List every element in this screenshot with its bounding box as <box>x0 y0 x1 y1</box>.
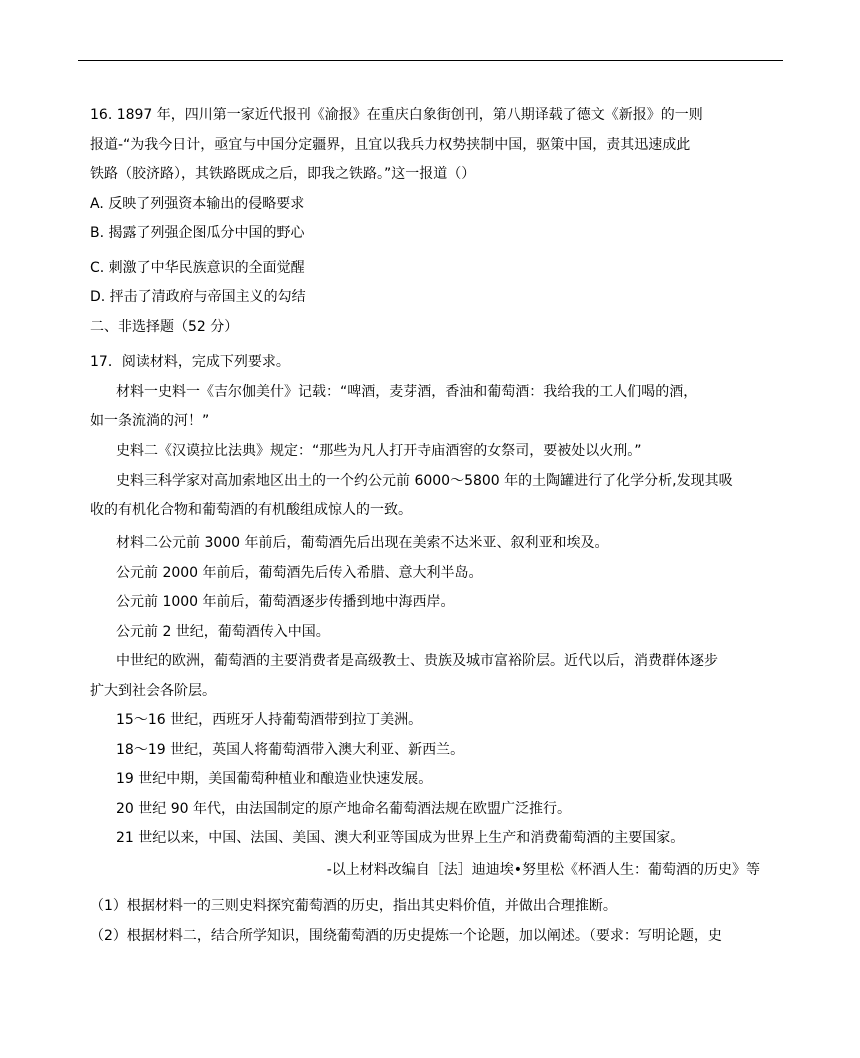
q17-task-1: （1）根据材料一的三则史料探究葡萄酒的历史，指出其史料价值，并做出合理推断。 <box>90 898 617 914</box>
q16-option-c: C. 刺激了中华民族意识的全面觉醒 <box>90 260 305 276</box>
material1-source3-line-2: 收的有机化合物和葡萄酒的有机酸组成惊人的一致。 <box>90 502 412 518</box>
q17-task-2: （2）根据材料二，结合所学知识，围绕葡萄酒的历史提炼一个论题，加以阐述。（要求：写明论题，史 <box>90 928 722 944</box>
material1-source1-line-1: 材料一史料一《吉尔伽美什》记载：“啤酒，麦芽酒，香油和葡萄酒：我给我的工人们喝的酒， <box>116 384 698 400</box>
material1-source1-line-2: 如一条流淌的河！” <box>90 413 210 429</box>
q17-intro: 17．阅读材料，完成下列要求。 <box>90 354 290 370</box>
material2-line-10: 21 世纪以来，中国、法国、美国、澳大利亚等国成为世界上生产和消费葡萄酒的主要国家。 <box>116 830 685 846</box>
material2-line-7: 18～19 世纪，英国人将葡萄酒带入澳大利亚、新西兰。 <box>116 742 465 758</box>
material-source-citation: -以上材料改编自［法］迪迪埃•努里松《杯酒人生：葡萄酒的历史》等 <box>326 862 760 878</box>
material2-line-6: 15～16 世纪，西班牙人持葡萄酒带到拉丁美洲。 <box>116 712 423 728</box>
material2-line-4: 公元前 2 世纪，葡萄酒传入中国。 <box>116 624 330 640</box>
material1-source3-line-1: 史料三科学家对高加索地区出土的一个约公元前 6000～5800 年的土陶罐进行了化学分析,发现其吸 <box>116 473 733 489</box>
q16-option-d: D. 抨击了清政府与帝国主义的勾结 <box>90 289 306 305</box>
material2-line-5a: 中世纪的欧洲，葡萄酒的主要消费者是高级教士、贵族及城市富裕阶层。近代以后，消费群体逐步 <box>116 653 718 669</box>
material2-line-2: 公元前 2000 年前后，葡萄酒先后传入希腊、意大利半岛。 <box>116 565 483 581</box>
q16-option-a: A. 反映了列强资本输出的侵略要求 <box>90 196 305 212</box>
q16-stem-line-3: 铁路（胶济路），其铁路既成之后，即我之铁路。”这一报道（） <box>90 166 476 182</box>
material1-source2: 史料二《汉谟拉比法典》规定：“那些为凡人打开寺庙酒窖的女祭司，要被处以火刑。” <box>116 443 642 459</box>
section-heading: 二、非选择题（52 分） <box>90 319 239 335</box>
material2-line-1: 材料二公元前 3000 年前后，葡萄酒先后出现在美索不达米亚、叙利亚和埃及。 <box>116 535 609 551</box>
material2-line-3: 公元前 1000 年前后，葡萄酒逐步传播到地中海西岸。 <box>116 594 455 610</box>
q16-option-b: B. 揭露了列强企图瓜分中国的野心 <box>90 225 305 241</box>
material2-line-8: 19 世纪中期，美国葡萄种植业和酿造业快速发展。 <box>116 771 433 787</box>
material2-line-9: 20 世纪 90 年代，由法国制定的原产地命名葡萄酒法规在欧盟广泛推行。 <box>116 801 571 817</box>
q16-stem-line-1: 16. 1897 年，四川第一家近代报刊《渝报》在重庆白象街创刊，第八期译载了德文《新报》的一则 <box>90 107 703 123</box>
q16-stem-line-2: 报道-“为我今日计，亟宜与中国分定疆界，且宜以我兵力权势挟制中国，驱策中国，责其迅速成此 <box>90 137 691 153</box>
material2-line-5b: 扩大到社会各阶层。 <box>90 683 216 699</box>
header-rule <box>78 60 783 61</box>
